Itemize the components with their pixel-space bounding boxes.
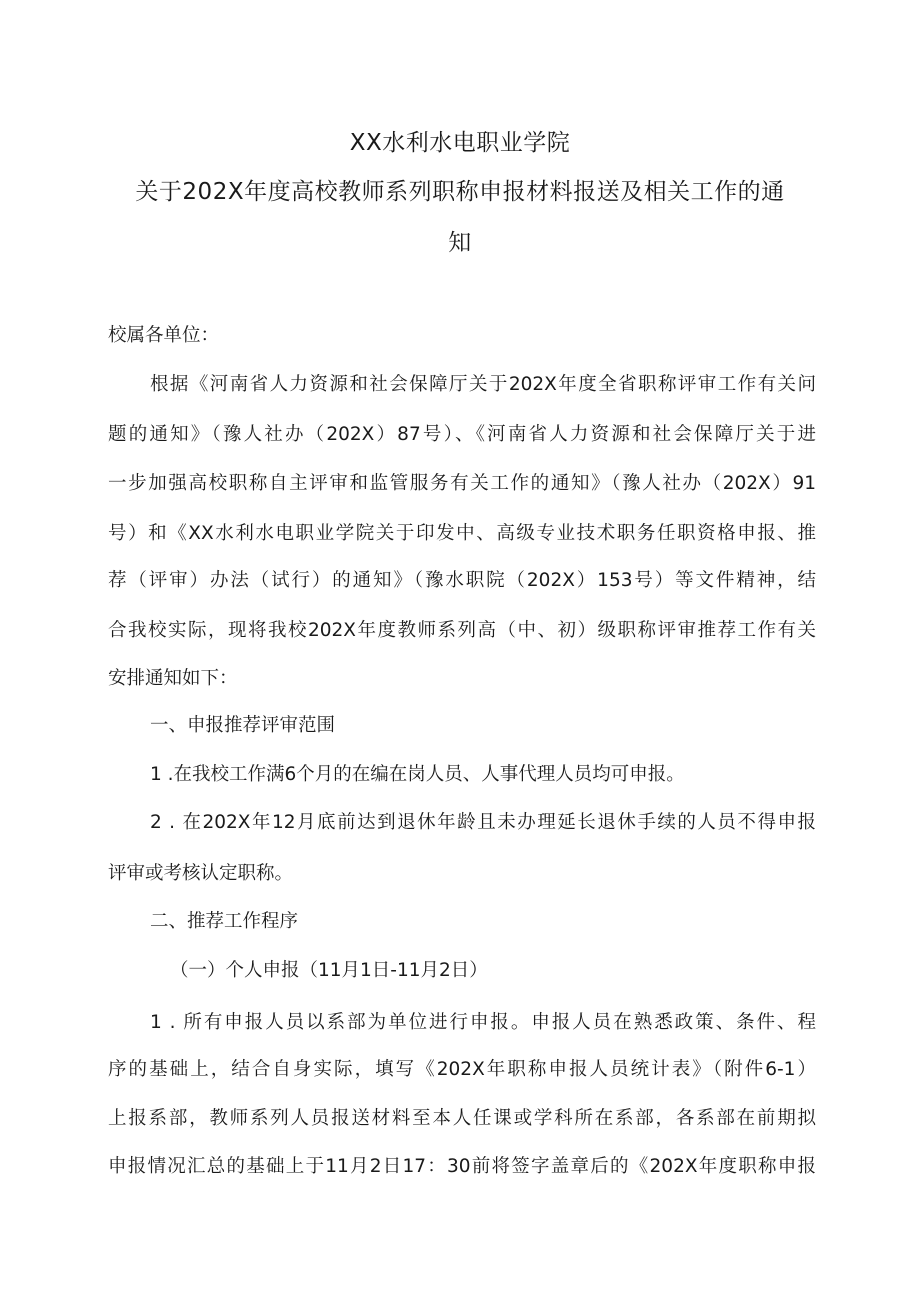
body-line: 根据《河南省人力资源和社会保障厅关于202X年度全省职称评审工作有关问: [150, 374, 816, 395]
body-line: 安排通知如下：: [108, 668, 238, 689]
document-title-line-1: XX水利水电职业学院: [349, 130, 571, 156]
body-line: 评审或考核认定职称。: [108, 863, 294, 884]
document-title-line-3: 知: [448, 230, 472, 256]
body-line: 荐（评审）办法（试行）的通知》（豫水职院（202X）153号）等文件精神，结: [108, 570, 816, 591]
document-title-line-2: 关于202X年度高校教师系列职称申报材料报送及相关工作的通: [135, 179, 785, 205]
body-line: 合我校实际，现将我校202X年度教师系列高（中、初）级职称评审推荐工作有关: [108, 620, 816, 641]
subsection-heading-1: （一）个人申报（11月1日-11月2日）: [170, 960, 488, 981]
body-line: 题的通知》（豫人社办（202X）87号）、《河南省人力资源和社会保障厅关于进: [108, 424, 816, 445]
section-heading-1: 一、申报推荐评审范围: [150, 715, 336, 736]
section-heading-2: 二、推荐工作程序: [150, 911, 299, 932]
list-item-3: 1 . 所有申报人员以系部为单位进行申报。申报人员在熟悉政策、条件、程: [150, 1012, 816, 1033]
salutation: 校属各单位：: [108, 325, 220, 346]
list-item-1: 1 .在我校工作满6个月的在编在岗人员、人事代理人员均可申报。: [150, 764, 685, 785]
body-line: 号）和《XX水利水电职业学院关于印发中、高级专业技术职务任职资格申报、推: [108, 523, 816, 544]
body-line: 一步加强高校职称自主评审和监管服务有关工作的通知》（豫人社办（202X）91: [108, 473, 816, 494]
body-line: 申报情况汇总的基础上于11月2日17：30前将签字盖章后的《202X年度职称申报: [108, 1156, 816, 1177]
body-line: 序的基础上，结合自身实际，填写《202X年职称申报人员统计表》（附件6-1）: [108, 1059, 816, 1080]
list-item-2: 2 . 在202X年12月底前达到退休年龄且未办理延长退休手续的人员不得申报: [150, 812, 816, 833]
body-line: 上报系部，教师系列人员报送材料至本人任课或学科所在系部，各系部在前期拟: [108, 1108, 816, 1129]
